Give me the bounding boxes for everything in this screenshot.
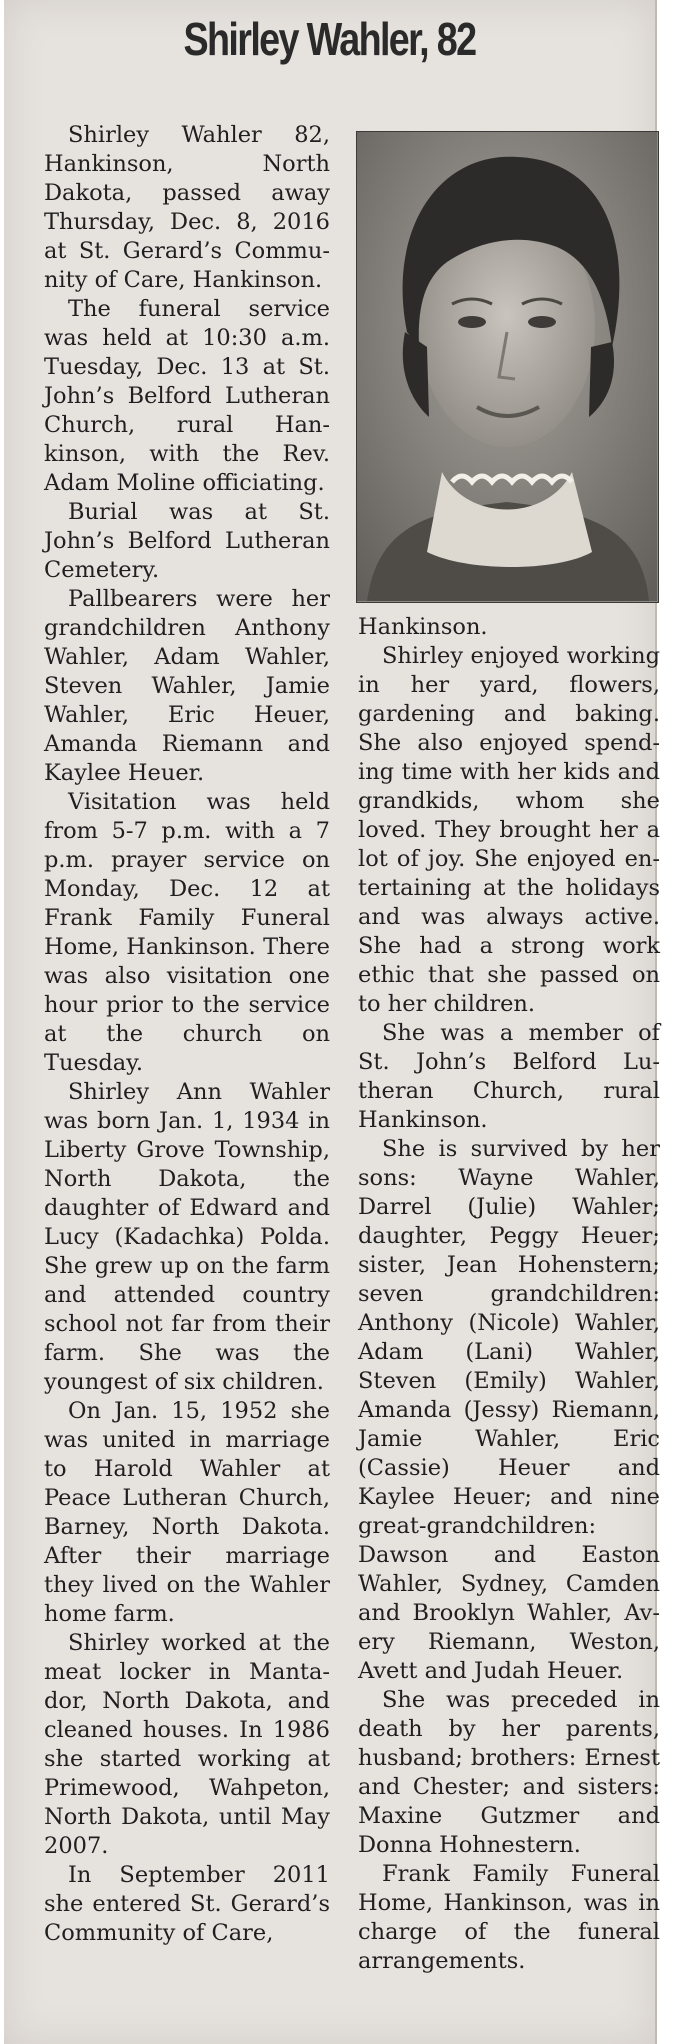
paragraph: She was a member of St. John’s Belford Lutheran Church, rural Hankinson. (358, 1020, 660, 1133)
portrait-photo-icon (356, 131, 659, 603)
paragraph: Frank Family Funeral Home, Hankinson, was in charge of the funeral arrangements. (358, 1861, 660, 1974)
paragraph: Shirley Wahler 82, Hankinson, North Dakota, passed away Thursday, Dec. 8, 2016 at St. Gerard’s Community of Care, Hankinson. (44, 122, 330, 293)
paragraph: Shirley Ann Wahler was born Jan. 1, 1934 in Liberty Grove Township, North Dakota, the daughter of Edward and Lucy (Kadachka) Polda. She grew up on the farm and attended country school not far from their farm. She was the youngest of six children. (44, 1079, 330, 1395)
paragraph: In September 2011 she entered St. Gerard’s Community of Care, (44, 1862, 330, 1946)
right-column (358, 613, 660, 1976)
paragraph: She is survived by her sons: Wayne Wahler, Darrel (Julie) Wahler; daughter, Peggy Heuer; sister, Jean Hohenstern; seven grandchildren: Anthony (Nicole) Wahler, Adam (Lani) Wahler, Steven (Emily) Wahler, Amanda (Jessy) Riemann, Jamie Wahler, Eric (Cassie) Heuer and Kaylee Heuer; and nine great-grandchildren: Dawson and Easton Wahler, Sydney, Camden and Brooklyn Wahler, Avery Riemann, Weston, Avett and Judah Heuer. (358, 1136, 660, 1684)
paragraph: Shirley worked at the meat locker in Mantador, North Dakota, and cleaned houses. In 1986 she started working at Primewood, Wahpeton, North Dakota, until May 2007. (44, 1630, 330, 1859)
paragraph: Burial was at St. John’s Belford Lutheran Cemetery. (44, 499, 330, 583)
paragraph: Hankinson. (358, 614, 488, 640)
paragraph: She was preceded in death by her parents, husband; brothers: Ernest and Chester; and sisters: Maxine Gutzmer and Donna Hohnestern. (358, 1687, 660, 1858)
headline: Shirley Wahler, 82 (183, 13, 476, 65)
obituary-clipping (4, 0, 660, 2044)
paragraph: The funeral service was held at 10:30 a.m. Tuesday, Dec. 13 at St. John’s Belford Lutheran Church, rural Hankinson, with the Rev. Adam Moline officiating. (44, 296, 330, 496)
left-column (44, 121, 330, 1948)
paragraph: Visitation was held from 5-7 p.m. with a 7 p.m. prayer service on Monday, Dec. 12 at Frank Family Funeral Home, Hankinson. There was also visitation one hour prior to the service at the church on Tuesday. (44, 789, 330, 1076)
paragraph: On Jan. 15, 1952 she was united in marriage to Harold Wahler at Peace Lutheran Church, Barney, North Dakota. After their marriage they lived on the Wahler home farm. (44, 1398, 330, 1627)
paragraph: Shirley enjoyed working in her yard, flowers, gardening and baking. She also enjoyed spending time with her kids and grandkids, whom she loved. They brought her a lot of joy. She enjoyed entertaining at the holidays and was always active. She had a strong work ethic that she passed on to her children. (358, 643, 660, 1017)
paragraph: Pallbearers were her grandchildren Anthony Wahler, Adam Wahler, Steven Wahler, Jamie Wahler, Eric Heuer, Amanda Riemann and Kaylee Heuer. (44, 586, 330, 786)
